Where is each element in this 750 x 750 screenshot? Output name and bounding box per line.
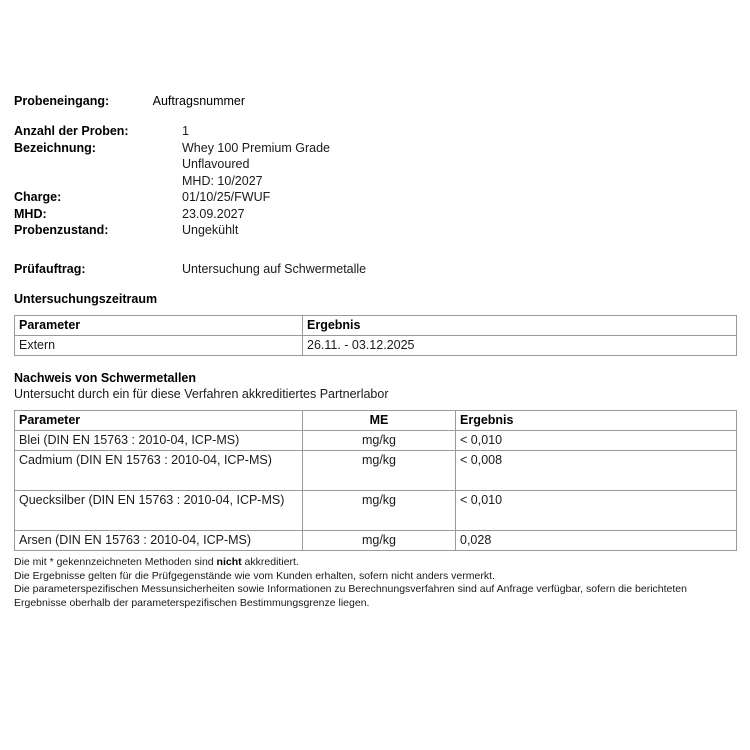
info-value-bezeichnung-line3: MHD: 10/2027 [182,173,263,188]
column-header-ergebnis: Ergebnis [303,316,737,336]
info-label-pruefauftrag: Prüfauftrag: [14,261,86,276]
info-value-anzahl: 1 [182,124,189,138]
heading-untersuchungszeitraum: Untersuchungszeitraum [14,292,158,306]
column-header-ergebnis: Ergebnis [456,411,737,431]
cell-parameter: Extern [15,336,303,356]
info-value-mhd: 23.09.2027 [182,206,245,221]
column-header-me: ME [303,411,456,431]
info-value-bezeichnung [182,140,330,190]
heading-nachweis-schwermetallen: Nachweis von Schwermetallen [14,371,197,385]
footnote-line-2: Die Ergebnisse gelten für die Prüfgegenstände wie vom Kunden erhalten, sofern nicht anders vermerkt. [14,569,495,582]
cell-ergebnis: < 0,010 [456,491,737,531]
cell-me: mg/kg [303,431,456,451]
table-untersuchungszeitraum [14,315,737,356]
info-label-probenzustand: Probenzustand: [14,223,109,237]
spacer [14,356,736,370]
column-header-parameter: Parameter [15,411,303,431]
footnote-line-1 [14,556,736,570]
footnotes-block [14,556,736,610]
footnote-1-bold: nicht [216,556,242,568]
table-row [15,336,737,356]
footnote-line-3: Die parameterspezifischen Messunsicherheiten sowie Informationen zu Berechnungsverfahren sind auf Anfrage verfügbar, sofern die berichteten Ergebnisse oberhalb der parameterspezifischen Bestimmungsgrenze liegen. [14,583,687,609]
table-row [15,451,737,491]
table-row [15,531,737,551]
info-row-probenzustand [14,222,736,239]
table-header-row [15,411,737,431]
spacer [14,277,736,291]
footnote-1-part2: akkreditiert. [241,556,299,568]
info-label-mhd: MHD: [14,206,47,221]
spacer [14,307,736,315]
cell-ergebnis: 26.11. - 03.12.2025 [303,336,737,356]
cell-ergebnis: 0,028 [456,531,737,551]
cell-me: mg/kg [303,451,456,491]
info-label-anzahl: Anzahl der Proben: [14,124,129,138]
cell-ergebnis: < 0,010 [456,431,737,451]
report-content [14,123,736,610]
info-label-charge: Charge: [14,190,62,204]
spacer [14,239,736,261]
info-row-bezeichnung [14,140,736,190]
sample-info-block [14,123,736,239]
cell-parameter: Quecksilber (DIN EN 15763 : 2010-04, ICP-MS) [15,491,303,531]
clipped-header-line [14,94,734,117]
cell-parameter: Blei (DIN EN 15763 : 2010-04, ICP-MS) [15,431,303,451]
table-schwermetalle [14,410,737,551]
table-header-row [15,316,737,336]
clipped-header-value: Auftragsnummer [152,94,246,108]
info-row-pruefauftrag [14,261,736,278]
footnote-1-part1: Die mit * gekennzeichneten Methoden sind [14,556,217,568]
info-value-pruefauftrag: Untersuchung auf Schwermetalle [182,261,367,276]
cell-me: mg/kg [303,491,456,531]
info-value-charge: 01/10/25/FWUF [182,190,271,204]
info-value-bezeichnung-line1: Whey 100 Premium Grade [182,140,330,155]
column-header-parameter: Parameter [15,316,303,336]
info-row-mhd [14,206,736,223]
info-label-bezeichnung: Bezeichnung: [14,140,96,155]
cell-parameter: Cadmium (DIN EN 15763 : 2010-04, ICP-MS) [15,451,303,491]
cell-parameter: Arsen (DIN EN 15763 : 2010-04, ICP-MS) [15,531,303,551]
clipped-header-label: Probeneingang: [14,94,110,108]
info-row-anzahl [14,123,736,140]
info-value-probenzustand: Ungekühlt [182,223,239,237]
cell-me: mg/kg [303,531,456,551]
table-row [15,431,737,451]
subheading-partnerlabor: Untersucht durch ein für diese Verfahren akkreditiertes Partnerlabor [14,387,389,401]
spacer [14,402,736,410]
info-value-bezeichnung-line2: Unflavoured [182,157,250,171]
info-row-charge [14,189,736,206]
cell-ergebnis: < 0,008 [456,451,737,491]
table-row [15,491,737,531]
